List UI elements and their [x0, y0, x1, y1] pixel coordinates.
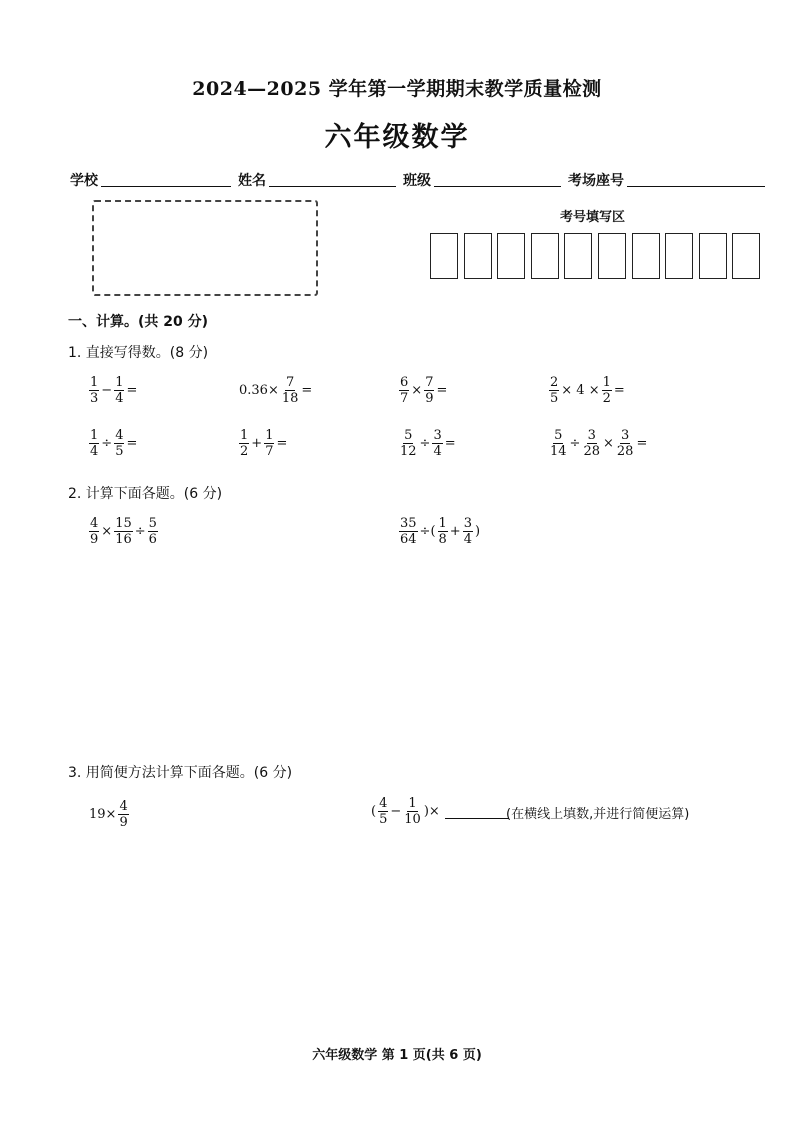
name-field[interactable]: [269, 186, 396, 187]
exam-number-cell[interactable]: [665, 233, 693, 279]
exam-number-cell[interactable]: [497, 233, 525, 279]
math-expression: [548, 428, 648, 459]
q2-label: 2. 计算下面各题。(6 分): [68, 486, 223, 502]
exam-number-cell[interactable]: [464, 233, 492, 279]
fraction: [239, 428, 249, 459]
operator: ÷: [134, 524, 146, 539]
operator: =: [436, 383, 448, 398]
fraction: [399, 428, 418, 459]
operator: ÷(: [419, 524, 436, 539]
school-field[interactable]: [101, 186, 231, 187]
seat-field[interactable]: [627, 186, 765, 187]
math-expression: [238, 428, 288, 459]
numerator: 7: [425, 375, 434, 390]
section1-heading: 一、计算。(共 20 分): [68, 314, 209, 330]
numerator: 4: [90, 516, 99, 531]
class-field[interactable]: [434, 186, 561, 187]
denominator: 7: [265, 444, 274, 459]
numerator: 5: [148, 516, 157, 531]
exam-number-cell[interactable]: [732, 233, 760, 279]
numerator: 35: [400, 516, 417, 531]
fraction: [463, 516, 473, 547]
operator: ÷: [101, 436, 113, 451]
exam-number-cell[interactable]: [564, 233, 592, 279]
operator: ÷: [419, 436, 431, 451]
fraction: [148, 516, 158, 547]
numerator: 4: [379, 796, 388, 811]
numerator: 2: [550, 375, 559, 390]
seat-label: 考场座号: [568, 173, 624, 189]
operator: ×: [101, 524, 113, 539]
student-info-row: [70, 170, 770, 190]
math-expression: [398, 428, 457, 459]
numerator: 1: [408, 796, 417, 811]
denominator: 4: [90, 444, 99, 459]
fraction: [549, 428, 568, 459]
exam-number-cell[interactable]: [598, 233, 626, 279]
numerator: 3: [433, 428, 442, 443]
exam-number-cell[interactable]: [430, 233, 458, 279]
fraction: [438, 516, 448, 547]
denominator: 5: [550, 391, 559, 406]
class-label: 班级: [403, 173, 431, 189]
denominator: 64: [400, 532, 417, 547]
math-expression: [370, 796, 513, 827]
operator: −: [390, 804, 402, 819]
numerator: 4: [115, 428, 124, 443]
denominator: 14: [550, 444, 567, 459]
operator: =: [126, 436, 138, 451]
numerator: 1: [90, 375, 99, 390]
fraction: [89, 516, 99, 547]
denominator: 6: [148, 532, 157, 547]
sticker-area: [92, 200, 318, 296]
exam-number-cell[interactable]: [531, 233, 559, 279]
math-expression: [398, 516, 481, 547]
fraction: [264, 428, 274, 459]
math-expression: [238, 375, 313, 406]
denominator: 10: [404, 812, 421, 827]
denominator: 8: [438, 532, 447, 547]
school-label: 学校: [70, 173, 98, 189]
exam-number-cell[interactable]: [699, 233, 727, 279]
exam-subject-title: 六年级数学: [324, 122, 470, 153]
numerator: 1: [115, 375, 124, 390]
denominator: 9: [119, 815, 128, 830]
math-expression: [88, 799, 130, 830]
numerator: 3: [463, 516, 472, 531]
fraction: [399, 516, 418, 547]
fraction: [378, 796, 388, 827]
operator: ×: [411, 383, 423, 398]
operator: =: [126, 383, 138, 398]
denominator: 4: [463, 532, 472, 547]
fraction: [602, 375, 612, 406]
numerator: 5: [404, 428, 413, 443]
fraction: [616, 428, 635, 459]
numerator: 1: [240, 428, 249, 443]
numerator: 1: [90, 428, 99, 443]
numerator: 6: [400, 375, 409, 390]
denominator: 9: [90, 532, 99, 547]
q3-label: 3. 用简便方法计算下面各题。(6 分): [68, 765, 293, 781]
numerator: 1: [265, 428, 274, 443]
operator: =: [276, 436, 288, 451]
denominator: 12: [400, 444, 417, 459]
denominator: 16: [115, 532, 132, 547]
denominator: 5: [379, 812, 388, 827]
answer-blank[interactable]: [445, 804, 509, 819]
fraction: [114, 375, 124, 406]
operator: +: [251, 436, 263, 451]
fraction: [118, 799, 128, 830]
operator: =: [636, 436, 648, 451]
denominator: 18: [281, 391, 299, 406]
numerator: 1: [438, 516, 447, 531]
operator: +: [449, 524, 461, 539]
exam-title: 2024—2025 学年第一学期期末教学质量检测: [192, 78, 602, 100]
numerator: 7: [285, 375, 295, 390]
denominator: 28: [583, 444, 600, 459]
numerator: 4: [119, 799, 128, 814]
operator: =: [444, 436, 456, 451]
denominator: 5: [115, 444, 124, 459]
denominator: 7: [400, 391, 409, 406]
operator: )×: [423, 804, 440, 819]
denominator: 4: [115, 391, 124, 406]
fraction: [549, 375, 559, 406]
numerator: 5: [554, 428, 563, 443]
denominator: 3: [90, 391, 99, 406]
denominator: 9: [425, 391, 434, 406]
operator: 0.36×: [239, 383, 279, 398]
operator: ): [474, 524, 481, 539]
fraction: [432, 428, 442, 459]
math-expression: [548, 375, 626, 406]
operator: −: [101, 383, 113, 398]
math-expression: [88, 516, 159, 547]
fraction: [89, 428, 99, 459]
fraction: [89, 375, 99, 406]
operator: =: [613, 383, 625, 398]
fraction: [403, 796, 422, 827]
numerator: 15: [115, 516, 132, 531]
operator: × 4 ×: [561, 383, 600, 398]
operator: =: [301, 383, 313, 398]
q1-label: 1. 直接写得数。(8 分): [68, 345, 209, 361]
denominator: 2: [602, 391, 611, 406]
math-expression: [88, 375, 138, 406]
operator: 19×: [89, 807, 117, 822]
operator: ÷: [569, 436, 581, 451]
operator: (: [371, 804, 377, 819]
fraction: [399, 375, 409, 406]
fraction: [114, 516, 133, 547]
q3-note: (在横线上填数,并进行简便运算): [506, 807, 690, 822]
name-label: 姓名: [238, 173, 266, 189]
math-expression: [88, 428, 138, 459]
fraction: [424, 375, 434, 406]
page-footer: 六年级数学 第 1 页(共 6 页): [312, 1048, 482, 1063]
denominator: 4: [433, 444, 442, 459]
numerator: 3: [587, 428, 596, 443]
denominator: 28: [616, 444, 634, 459]
operator: ×: [603, 436, 614, 451]
math-expression: [398, 375, 448, 406]
fraction: [281, 375, 300, 406]
numerator: 3: [621, 428, 630, 443]
exam-number-cell[interactable]: [632, 233, 660, 279]
exam-number-zone-label: 考号填写区: [560, 210, 626, 225]
denominator: 2: [240, 444, 249, 459]
fraction: [114, 428, 124, 459]
numerator: 1: [602, 375, 611, 390]
fraction: [582, 428, 601, 459]
